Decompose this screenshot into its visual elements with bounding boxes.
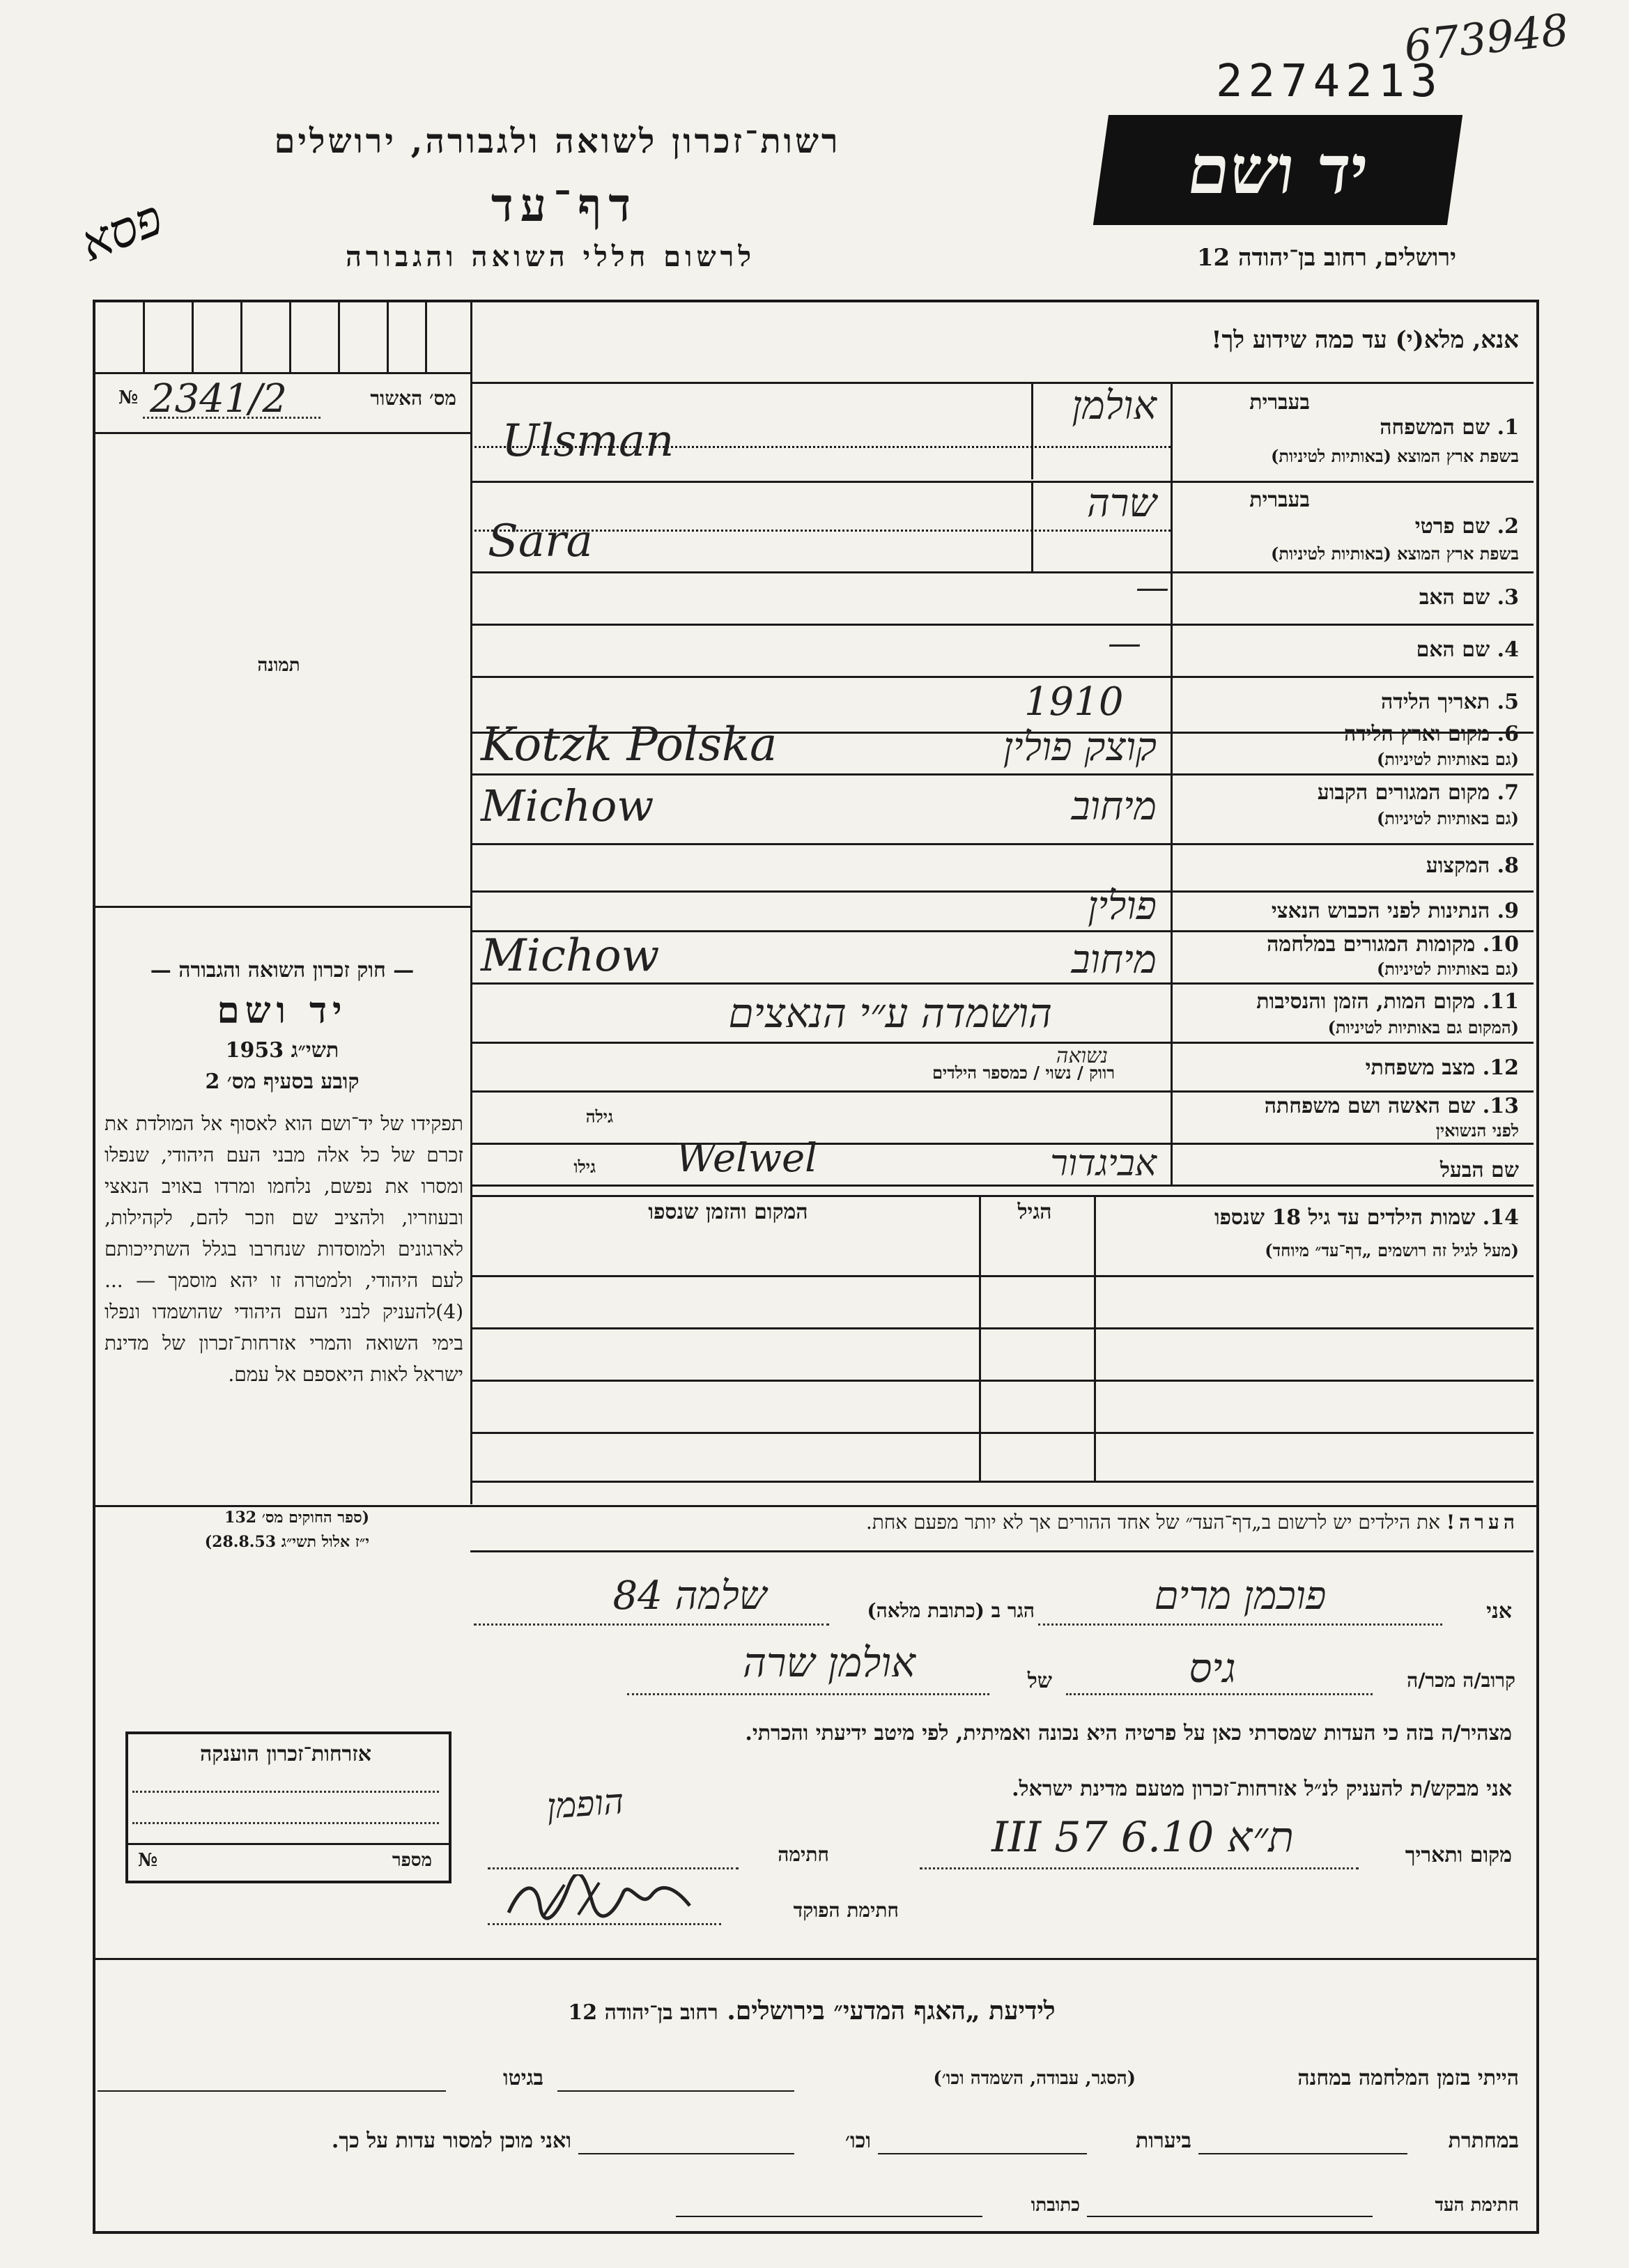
handwritten-number: 673948 xyxy=(1401,3,1571,72)
approval-no-sign: № xyxy=(118,387,139,408)
field-13-label-text: שם האשה ושם משפחתה xyxy=(1264,1094,1476,1118)
field-7-sub: (גם באותיות לטיניות) xyxy=(1376,808,1519,828)
decl-of-label: של xyxy=(1027,1669,1052,1693)
husband-age-label: גילו xyxy=(573,1157,596,1177)
law-text: תפקידו של יד־ושם הוא לאסוף אל המולדת את זכרם של כל אלה מבני העם היהודי, שנפלו ומסרו את נפשם, נלחמו ומרדו באויב הנאצי ובעוזריו, ולהציב שם וזכר להם, לקהילות, לארגונים ולמוסדות שנחרבו בגלל השתייכותם לעם היהודי, ולמטרה זו יהא מוסמך — ...(4)להעניק לבני העם היהודי שהושמדו ונפלו בימי השואה והמרי אזרחות־זכרון של מדינת ישראל לאות היאספם אל עמם. xyxy=(105,1112,463,1386)
field-1-sub: בשפת ארץ המוצא (באותיות לטיניות) xyxy=(1271,446,1519,466)
bottom-title-text: לידיעת „האגף המדעי״ בירושלים. xyxy=(727,1996,1056,2026)
field-7-label-text: מקום המגורים הקבוע xyxy=(1317,780,1490,805)
decl-relative-label: קרוב/ה מכר/ה xyxy=(1407,1669,1515,1692)
form-subtitle: לרשום חללי השואה והגבורה xyxy=(345,240,756,273)
decl-request: אני מבקש/ת להעניק לנ״ל אזרחות־זכרון מטעם מדינת ישראל. xyxy=(1012,1777,1512,1801)
field-1-value-heb: אולמן xyxy=(1072,383,1157,429)
field-2-num: 2. xyxy=(1497,514,1519,539)
photo-label: תמונה xyxy=(257,655,300,676)
children-col-place: המקום והזמן שנספו xyxy=(648,1200,808,1224)
approval-value: 2341/2 xyxy=(150,376,288,422)
field-1-value-latin: Ulsman xyxy=(502,415,674,467)
law-name: יד ושם xyxy=(217,989,348,1032)
field-10-sub: (גם באותיות לטיניות) xyxy=(1376,959,1519,979)
field-11-label-text: מקום המות, הזמן והנסיבות xyxy=(1256,989,1476,1014)
bottom-line2-b: ביערות xyxy=(1135,2129,1191,2153)
serial-number: 2274213 xyxy=(1216,56,1443,107)
label-column-divider xyxy=(1171,382,1173,1185)
bottom-title xyxy=(418,1996,1205,2026)
officer-signature-scribble xyxy=(502,1874,711,1923)
husband-value-latin: Welwel xyxy=(676,1136,818,1181)
field-7-label xyxy=(1184,780,1519,805)
field-3-label xyxy=(1184,585,1519,610)
law-clause: קובע בסעיף מס׳ 2 xyxy=(205,1070,360,1094)
law-source-date: י״ז אלול תשי״ג 28.8.53) xyxy=(204,1533,369,1551)
decl-resident-label: הגר ב (כתובת מלאה) xyxy=(867,1599,1035,1622)
field-3-num: 3. xyxy=(1497,585,1519,610)
law-title: — חוק זכרון השואה והגבורה — xyxy=(150,958,415,982)
decl-place-date-value: ת״א 6.10 III 57 xyxy=(991,1813,1294,1862)
field-9-num: 9. xyxy=(1497,899,1519,923)
citizenship-number-label: מספר xyxy=(392,1850,432,1871)
field-1-num: 1. xyxy=(1497,415,1519,440)
field-3-value: — xyxy=(1136,568,1169,607)
bottom-witness-sig: חתימת העד xyxy=(1435,2195,1519,2216)
field-2-value-latin: Sara xyxy=(488,516,593,567)
decl-signature-value: הופמן xyxy=(545,1781,626,1827)
field-12-num: 12. xyxy=(1482,1056,1519,1080)
field-5-label xyxy=(1184,690,1519,714)
field-2-label xyxy=(1184,514,1519,539)
decl-i-value: פוכמן מרים xyxy=(1154,1573,1327,1619)
address: ירושלים, רחוב בן־יהודה 12 xyxy=(1196,244,1456,272)
law-year: תשי״ג 1953 xyxy=(225,1038,339,1063)
field-11-num: 11. xyxy=(1482,989,1519,1014)
field-12-value-hand: נשואה xyxy=(1056,1044,1108,1068)
field-11-value: הושמדה ע״י הנאצים xyxy=(728,989,1052,1037)
decl-relative-value: גיס xyxy=(1189,1644,1236,1692)
children-note-prefix: הערה! xyxy=(1446,1511,1519,1534)
children-num: 14. xyxy=(1482,1205,1519,1230)
field-6-num: 6. xyxy=(1497,722,1519,746)
field-8-num: 8. xyxy=(1497,854,1519,878)
margin-note: פסא xyxy=(72,188,171,273)
field-11-label xyxy=(1184,989,1519,1014)
husband-value-heb: אביגדור xyxy=(1050,1143,1157,1185)
bottom-line1-suffix: בגיטו xyxy=(502,2066,543,2090)
decl-statement: מצהיר/ה בזה כי העדות שמסרתי כאן על פרטיה היא נכונה ואמיתית, לפי מיטב ידיעתי והכרתי. xyxy=(745,1721,1512,1745)
bottom-line1-prefix: הייתי בזמן המלחמה במחנה xyxy=(1297,2066,1519,2090)
org-title: רשות־זכרון לשואה ולגבורה, ירושלים xyxy=(274,122,841,161)
field-4-label xyxy=(1184,638,1519,662)
children-note-text: את הילדים יש לרשום ב„דף־העד״ של אחד ההורים אך לא יותר מפעם אחת. xyxy=(865,1511,1440,1534)
field-2-value-heb: שרה xyxy=(1087,481,1157,526)
field-9-value: פולין xyxy=(1088,884,1157,929)
field-1-heb-tag: בעברית xyxy=(1249,390,1310,415)
field-5-num: 5. xyxy=(1497,690,1519,714)
bottom-line2-d: ואני מוכן למסור עדות על כך. xyxy=(331,2129,571,2153)
field-4-num: 4. xyxy=(1497,638,1519,662)
bottom-line2-c: וכו׳ xyxy=(845,2129,871,2153)
law-source: (ספר החוקים מס׳ 132 xyxy=(224,1509,369,1527)
field-12-label-text: מצב משפחתי xyxy=(1365,1056,1476,1080)
citizenship-box-title: אזרחות־זכרון הוענקה xyxy=(199,1742,372,1766)
decl-place-date-label: מקום ותאריך xyxy=(1405,1843,1512,1867)
decl-resident-value: שלמה 84 xyxy=(612,1573,767,1619)
field-2-heb-tag: בעברית xyxy=(1249,488,1310,512)
field-3-label-text: שם האב xyxy=(1419,585,1490,610)
field-8-label xyxy=(1184,854,1519,878)
form-title: דף־עד xyxy=(491,178,638,232)
field-6-value-latin: Kotzk Polska xyxy=(481,718,778,771)
yad-vashem-logo xyxy=(1093,115,1462,225)
decl-officer-label: חתימת הפוקד xyxy=(793,1899,899,1922)
children-label xyxy=(1108,1205,1519,1230)
approval-label: מס׳ האשור xyxy=(370,387,456,410)
field-9-label-text: הנתינות לפני הכבוש הנאצי xyxy=(1271,899,1490,923)
field-6-value-heb: קוצק פולין xyxy=(1003,725,1157,770)
field-10-label xyxy=(1184,932,1519,957)
field-2-label-text: שם פרטי xyxy=(1414,514,1490,539)
citizenship-number-sign: № xyxy=(138,1850,158,1871)
field-13-sub: לפני הנשואין xyxy=(1435,1120,1519,1141)
bottom-line1-hint: (הסגר, עבודה, השמדה וכו׳) xyxy=(933,2068,1136,2089)
decl-of-value: אולמן שרה xyxy=(743,1639,916,1686)
field-5-value: 1910 xyxy=(1024,679,1124,725)
field-6-sub: (גם באותיות לטיניות) xyxy=(1376,749,1519,769)
children-label-text: שמות הילדים עד גיל 18 שנספו xyxy=(1214,1205,1476,1230)
instruction-text: אנא, מלא(י) עד כמה שידוע לך! xyxy=(1211,326,1519,354)
field-11-sub: (המקום גם באותיות לטיניות) xyxy=(1327,1017,1519,1037)
field-10-label-text: מקומות המגורים במלחמה xyxy=(1267,932,1476,957)
field-7-num: 7. xyxy=(1497,780,1519,805)
field-13-num: 13. xyxy=(1482,1094,1519,1118)
field-6-label-text: מקום וארץ הלידה xyxy=(1343,722,1490,746)
bottom-address: רחוב בן־יהודה 12 xyxy=(568,2000,718,2025)
field-4-value: — xyxy=(1108,624,1141,663)
field-9-label xyxy=(1184,899,1519,923)
logo-text: יד ושם xyxy=(1182,130,1373,209)
decl-i-label: אני xyxy=(1486,1599,1512,1623)
field-1-label-text: שם המשפחה xyxy=(1380,415,1490,440)
field-2-sub: בשפת ארץ המוצא (באותיות לטיניות) xyxy=(1271,543,1519,564)
field-7-value-heb: מיחוב xyxy=(1071,784,1157,829)
children-note xyxy=(488,1511,1519,1534)
field-12-label xyxy=(1184,1056,1519,1080)
bottom-line2-a: במחתרת xyxy=(1448,2129,1519,2153)
children-sub: (מעל לגיל זה רושמים „דף־עד״ מיוחד) xyxy=(1265,1240,1519,1260)
field-1-label xyxy=(1184,415,1519,440)
field-10-value-latin: Michow xyxy=(481,930,660,982)
field-6-label xyxy=(1184,722,1519,746)
bottom-address-label: כתובתו xyxy=(1030,2195,1080,2216)
field-4-label-text: שם האם xyxy=(1416,638,1490,662)
decl-signature-label: חתימה xyxy=(778,1843,829,1866)
children-col-age: הגיל xyxy=(1017,1200,1052,1224)
officer-signature xyxy=(502,1874,711,1923)
field-10-num: 10. xyxy=(1482,932,1519,957)
field-13-age-label: גילה xyxy=(585,1106,613,1127)
husband-label: שם הבעל xyxy=(1439,1158,1519,1182)
field-12-value: רווק / נשוי / כמספר הילדים xyxy=(932,1063,1115,1083)
field-7-value-latin: Michow xyxy=(481,780,654,831)
field-5-label-text: תאריך הלידה xyxy=(1381,690,1490,714)
field-8-label-text: המקצוע xyxy=(1426,854,1490,878)
field-13-label xyxy=(1184,1094,1519,1118)
field-10-value-heb: מיחוב xyxy=(1071,937,1157,982)
